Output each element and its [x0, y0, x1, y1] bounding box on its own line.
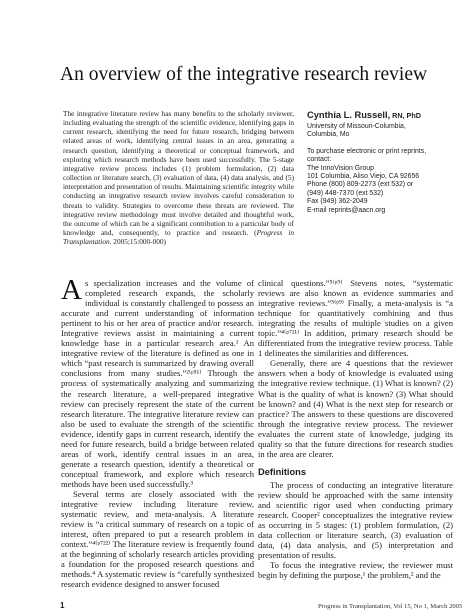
paragraph-text: s specialization increases and the volume of completed research expands, the scholarly individual is constantly challenged to possess an accurate and current understanding of information pertinent to his or her area of practice and/or research. Integrative reviews assist in maintaining a current knowledge base in a particular research area.¹ An integrative review of the literature is defined as one in which “past research is summarized by drawing overall conclusions from many studies.”²⁽ᵖ⁵¹⁾ Through the process of systematically analyzing and summarizing the research literature, a well-prepared integrative review can precisely represent the state of the current research literature. The integrative literature review can also be used to evaluate the strength of the scientific evidence, identify gaps in current research, identify the need for future research, build a bridge between related areas of work, identify central issues in an area, generate a research question, identify a theoretical or conceptual framework, and explore which research methods have been used successfully.³	[61, 278, 254, 489]
reprint-contact	[307, 148, 467, 215]
contact-email[interactable]: E-mail reprints@aacn.org	[307, 206, 386, 214]
body-column-left	[61, 274, 254, 590]
author-name-text: Cynthia L. Russell,	[307, 110, 391, 120]
body-paragraph: clinical questions.”⁵⁽ᵖ⁹⁾ Stevens notes, “systematic reviews are also known as evidence summaries and integrative reviews.”⁵⁽ᵖ⁹⁾ Finally, a meta-analysis is “a technique for quantitatively combining and thus integrating the results of multiple studies on a given topic.”⁴⁽ᵖ⁷²¹⁾ In addition, primary research should be differentiated from the integrative review process. Table 1 delineates the similarities and differences.	[258, 278, 453, 359]
author-credentials: RN, PhD	[390, 111, 421, 120]
page-number: 1	[60, 601, 65, 610]
contact-line: Phone (800) 809-2273 (ext 532) or	[307, 181, 414, 189]
abstract	[63, 109, 294, 246]
affiliation-line: Columbia, Mo	[307, 131, 350, 139]
section-heading: Definitions	[258, 466, 307, 477]
abstract-citation: Progress in Transplantation.	[63, 228, 294, 247]
body-paragraph: Generally, there are 4 questions that the reviewer answers when a body of knowledge is evaluated using the integrative review technique. (1) What is known? (2) What is the quality of what is known? (3) What should be known? and (4) What is the next step for research or practice? The answers to these questions are discovered through the integrative review process. The reviewer evaluates the current state of knowledge, judging its quality so that the future directions for research studies in the area are clearer.	[258, 358, 453, 459]
contact-line: (949) 448-7370 (ext 532)	[307, 189, 384, 197]
body-paragraph: The process of conducting an integrative literature review should be approached with the same intensity and scientific rigor used when conducting primary research. Cooper² conceptualizes the integrative review as occurring in 5 stages: (1) problem formulation, (2) data collection or literature search, (3) evaluation of data, (4) data analysis, and (5) interpretation and presentation of results.	[258, 479, 453, 561]
abstract-citation-tail: 2005;15:000-000)	[111, 237, 166, 247]
body-paragraph	[61, 274, 254, 489]
body-paragraph: Several terms are closely associated with the integrative review including literature review, systematic review, and meta-analysis. A literature review is “a critical summary of research on a topic of interest, often prepared to put a research problem in context.”⁴⁽ᵖ⁷²²⁾ The literature review is frequently found at the beginning of scholarly research articles providing a foundation for the proposed research questions and methods.⁴ A systematic review is “carefully synthesized research evidence designed to answer focused	[61, 488, 254, 590]
contact-line: 101 Columbia, Aliso Viejo, CA 92656	[307, 173, 420, 181]
article-title: An overview of the integrative research review	[60, 64, 428, 85]
journal-footer: Progress in Transplantation, Vol 15, No 1, March 2005	[318, 603, 463, 610]
body-paragraph: To focus the integrative review, the reviewer must begin by defining the purpose,¹ the problem,² and the	[258, 560, 453, 581]
drop-cap: A	[61, 274, 82, 306]
abstract-text: The integrative literature review has many benefits to the scholarly reviewer, including evaluating the strength of the scientific evidence, identifying gaps in current research, identifying the need for future research, bridging between related areas of work, identifying central issues in an area, generating a research question, identifying a theoretical or conceptual framework, and exploring which research methods have been used successfully. The 5-stage integrative review process includes (1) problem formulation, (2) data collection or literature search, (3) evaluation of data, (4) data analysis, and (5) interpretation and presentation of results. Maintaining scientific integrity while conducting an integrative research review involves careful consideration to threats to validity. Strategies to overcome these threats are reviewed. The integrative review methodology must involve detailed and thoughtful work, the outcome of which can be a significant contribution to a particular body of knowledge and, consequently, to practice and research. (	[63, 109, 294, 238]
author-name	[307, 109, 467, 122]
contact-line: To purchase electronic or print reprints,	[307, 147, 427, 155]
contact-line: The InnoVision Group	[307, 164, 374, 172]
contact-line: Fax (949) 362-2049	[307, 198, 368, 206]
author-affiliation	[307, 123, 467, 140]
affiliation-line: University of Missouri-Columbia,	[307, 123, 406, 130]
contact-line: contact:	[307, 156, 332, 164]
body-column-right	[258, 278, 453, 580]
author-box	[307, 109, 467, 215]
